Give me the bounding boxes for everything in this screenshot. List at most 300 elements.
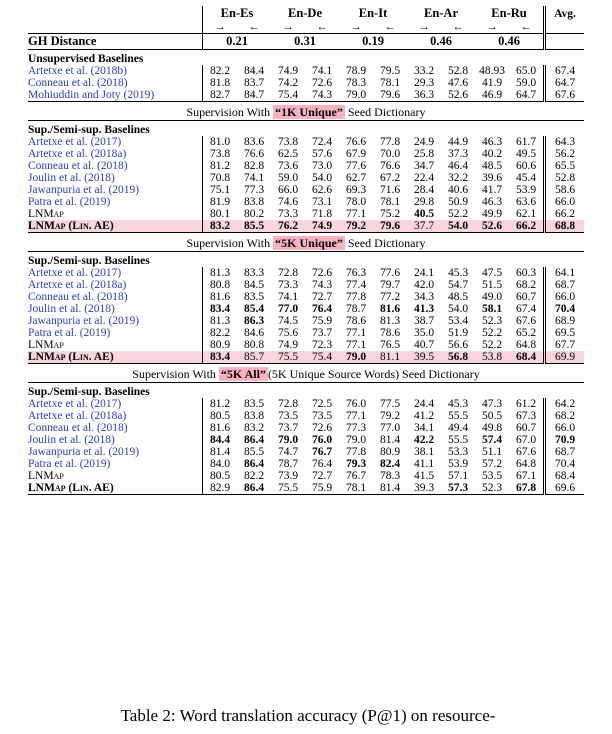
- score-cell: 74.1: [311, 65, 333, 77]
- score-cell: 45.4: [515, 172, 537, 184]
- header-spacer: [28, 6, 203, 21]
- score-cell: 68.2: [545, 410, 585, 422]
- score-cell: 74.3: [311, 279, 333, 291]
- score-cell: 74.2: [277, 77, 299, 89]
- score-cell: 75.4: [277, 89, 299, 101]
- score-cell: 45.3: [447, 398, 469, 410]
- score-cell: 73.7: [277, 422, 299, 434]
- score-cell: 70.4: [545, 303, 585, 315]
- score-cell: 60.6: [515, 160, 537, 172]
- method-name: Artetxe et al. (2017): [28, 136, 122, 148]
- score-cell: 40.5: [413, 208, 435, 220]
- score-cell: 64.7: [545, 77, 585, 89]
- section-divider: [28, 495, 584, 499]
- score-cell: 63.6: [515, 196, 537, 208]
- method-name: Patra et al. (2019): [28, 196, 111, 208]
- score-cell: 76.6: [345, 136, 367, 148]
- score-cell: 49.4: [447, 422, 469, 434]
- score-cell: 66.2: [545, 208, 585, 220]
- score-cell: 81.9: [203, 196, 238, 208]
- score-cell: 51.1: [481, 446, 503, 458]
- score-cell: 70.9: [545, 434, 585, 446]
- score-cell: 83.4: [203, 351, 238, 364]
- score-cell: 81.4: [203, 446, 238, 458]
- score-cell: 78.1: [379, 196, 401, 208]
- table-row: [28, 482, 584, 495]
- score-cell: 38.1: [413, 446, 435, 458]
- supervision-highlight: “1K Unique”: [275, 105, 343, 119]
- method-name: Jawanpuria et al. (2019): [28, 446, 140, 458]
- score-cell: 35.0: [413, 327, 435, 339]
- score-cell: 24.9: [413, 136, 435, 148]
- score-cell: 73.6: [277, 160, 299, 172]
- score-cell: 75.6: [277, 327, 299, 339]
- score-cell: 77.1: [345, 327, 367, 339]
- score-cell: 79.2: [345, 220, 367, 232]
- table-row: [28, 303, 584, 315]
- score-cell: 81.2: [203, 160, 238, 172]
- score-cell: 73.5: [311, 410, 333, 422]
- score-cell: 73.5: [277, 410, 299, 422]
- score-cell: 79.0: [345, 351, 367, 363]
- supervision-highlight: “5K Unique”: [275, 236, 343, 250]
- score-cell: 54.0: [447, 303, 469, 315]
- method-name: Joulin et al. (2018): [28, 172, 115, 184]
- method-name: Joulin et al. (2018): [28, 303, 115, 315]
- score-cell: 57.4: [481, 434, 503, 446]
- score-cell: 74.9: [277, 339, 299, 351]
- score-cell: 85.7: [243, 351, 265, 363]
- method-name: Jawanpuria et al. (2019): [28, 184, 140, 196]
- score-cell: 57.6: [311, 148, 333, 160]
- score-cell: 68.4: [545, 470, 585, 482]
- score-cell: 52.8: [447, 65, 469, 77]
- score-cell: 42.2: [413, 434, 435, 446]
- supervision-divider-label: Supervision With “5K All” (5K Unique Source Words) Seed Dictionary: [132, 367, 480, 381]
- arrow-backward-icon: ←: [316, 21, 328, 33]
- score-cell: 82.4: [379, 458, 401, 470]
- score-cell: 73.0: [311, 160, 333, 172]
- score-cell: 51.9: [447, 327, 469, 339]
- score-cell: 73.9: [277, 470, 299, 482]
- score-cell: 75.5: [277, 482, 299, 494]
- score-cell: 39.5: [413, 351, 435, 363]
- caption-text: Table 2: Word translation accuracy (P@1) on resource-: [120, 706, 496, 725]
- score-cell: 74.5: [277, 315, 299, 327]
- method-name: Conneau et al. (2018): [28, 422, 128, 434]
- score-cell: 40.2: [481, 148, 503, 160]
- score-cell: 65.0: [515, 65, 537, 77]
- score-cell: 67.3: [515, 410, 537, 422]
- score-cell: 48.5: [447, 291, 469, 303]
- method-name: Artetxe et al. (2018a): [28, 148, 127, 160]
- score-cell: 60.3: [515, 267, 537, 279]
- score-cell: 65.2: [515, 327, 537, 339]
- score-cell: 48.5: [481, 160, 503, 172]
- score-cell: 29.3: [413, 77, 435, 89]
- score-cell: 76.7: [311, 446, 333, 458]
- method-name: Patra et al. (2019): [28, 327, 111, 339]
- score-cell: 61.7: [515, 136, 537, 148]
- method-name: Patra et al. (2019): [28, 458, 111, 470]
- section-header-row: [28, 386, 584, 398]
- score-cell: 80.2: [243, 208, 265, 220]
- score-cell: 54.0: [447, 220, 469, 232]
- table-row: [28, 77, 584, 89]
- score-cell: 72.5: [311, 398, 333, 410]
- score-cell: 67.0: [515, 434, 537, 446]
- method-name: Conneau et al. (2018): [28, 160, 128, 172]
- score-cell: 82.8: [243, 160, 265, 172]
- lang-pair-header: En-Es: [203, 6, 272, 21]
- score-cell: 77.0: [379, 422, 401, 434]
- table-row: [28, 196, 584, 208]
- score-cell: 72.6: [311, 422, 333, 434]
- score-cell: 73.3: [277, 208, 299, 220]
- score-cell: 76.6: [379, 160, 401, 172]
- score-cell: 81.6: [203, 291, 238, 303]
- method-name: Artetxe et al. (2017): [28, 267, 122, 279]
- score-cell: 53.4: [447, 315, 469, 327]
- score-cell: 80.1: [203, 208, 238, 220]
- table-row: [28, 220, 584, 233]
- score-cell: 50.5: [481, 410, 503, 422]
- score-cell: 83.5: [243, 291, 265, 303]
- score-cell: 41.7: [481, 184, 503, 196]
- score-cell: 67.6: [545, 89, 585, 102]
- score-cell: 84.0: [203, 458, 238, 470]
- score-cell: 85.4: [243, 303, 265, 315]
- score-cell: 52.8: [545, 172, 585, 184]
- table-row: [28, 291, 584, 303]
- score-cell: 54.7: [447, 279, 469, 291]
- score-cell: 74.1: [277, 291, 299, 303]
- score-cell: 68.2: [515, 279, 537, 291]
- score-cell: 86.4: [243, 434, 265, 446]
- table-row: [28, 89, 584, 102]
- score-cell: 33.2: [413, 65, 435, 77]
- arrow-backward-icon: ←: [452, 21, 464, 33]
- score-cell: 70.4: [545, 458, 585, 470]
- score-cell: 64.7: [515, 89, 537, 101]
- score-cell: 72.7: [311, 470, 333, 482]
- section-header-row: [28, 53, 584, 65]
- score-cell: 72.7: [311, 291, 333, 303]
- score-cell: 51.5: [481, 279, 503, 291]
- method-name: Conneau et al. (2018): [28, 291, 128, 303]
- method-name: Artetxe et al. (2017): [28, 398, 122, 410]
- score-cell: 25.8: [413, 148, 435, 160]
- score-cell: 47.6: [447, 77, 469, 89]
- method-name: Joulin et al. (2018): [28, 434, 115, 446]
- score-cell: 77.8: [345, 446, 367, 458]
- table-row: [28, 410, 584, 422]
- score-cell: 79.6: [379, 220, 401, 232]
- score-cell: 64.8: [515, 339, 537, 351]
- table-row: [28, 315, 584, 327]
- table-row: [28, 65, 584, 77]
- score-cell: 74.3: [311, 89, 333, 101]
- score-cell: 67.1: [515, 470, 537, 482]
- score-cell: 83.8: [243, 410, 265, 422]
- gh-distance-value: 0.21: [203, 34, 272, 50]
- score-cell: 52.2: [481, 339, 503, 351]
- score-cell: 73.1: [311, 196, 333, 208]
- score-cell: 80.9: [379, 446, 401, 458]
- supervision-highlight: “5K All”: [220, 367, 266, 381]
- score-cell: 84.4: [243, 65, 265, 77]
- score-cell: 77.5: [379, 398, 401, 410]
- score-cell: 55.5: [447, 410, 469, 422]
- score-cell: 79.5: [379, 65, 401, 77]
- score-cell: 79.0: [345, 434, 367, 446]
- score-cell: 77.1: [345, 410, 367, 422]
- score-cell: 73.8: [277, 136, 299, 148]
- score-cell: 82.2: [243, 470, 265, 482]
- score-cell: 77.3: [345, 422, 367, 434]
- score-cell: 41.5: [413, 470, 435, 482]
- score-cell: 73.3: [277, 279, 299, 291]
- score-cell: 78.6: [379, 327, 401, 339]
- score-cell: 68.9: [545, 315, 585, 327]
- score-cell: 74.9: [311, 220, 333, 232]
- paper-page: [0, 6, 612, 734]
- score-cell: 52.6: [481, 220, 503, 232]
- score-cell: 59.0: [515, 77, 537, 89]
- score-cell: 79.7: [379, 279, 401, 291]
- table-row: [28, 422, 584, 434]
- table-row: [28, 160, 584, 172]
- score-cell: 62.5: [277, 148, 299, 160]
- arrow-backward-icon: ←: [384, 21, 396, 33]
- score-cell: 52.6: [447, 89, 469, 101]
- supervision-divider-row: [28, 105, 584, 121]
- score-cell: 59.0: [277, 172, 299, 184]
- score-cell: 81.3: [379, 315, 401, 327]
- score-cell: 68.7: [545, 446, 585, 458]
- score-cell: 74.7: [277, 446, 299, 458]
- score-cell: 84.4: [203, 434, 238, 446]
- score-cell: 79.3: [345, 458, 367, 470]
- avg-header: Avg.: [545, 6, 585, 21]
- score-cell: 78.0: [345, 196, 367, 208]
- score-cell: 58.1: [481, 303, 503, 315]
- score-cell: 61.2: [515, 398, 537, 410]
- score-cell: 77.6: [379, 267, 401, 279]
- gh-distance-value: 0.46: [407, 34, 475, 50]
- section-header-row: [28, 124, 584, 136]
- score-cell: 38.7: [413, 315, 435, 327]
- table-row: [28, 279, 584, 291]
- table-row: [28, 470, 584, 482]
- method-name: Artetxe et al. (2018a): [28, 279, 127, 291]
- score-cell: 67.9: [345, 148, 367, 160]
- score-cell: 78.3: [345, 77, 367, 89]
- score-cell: 42.0: [413, 279, 435, 291]
- score-cell: 40.6: [447, 184, 469, 196]
- score-cell: 76.6: [243, 148, 265, 160]
- score-cell: 62.1: [515, 208, 537, 220]
- supervision-divider-row: [28, 236, 584, 252]
- table-row: [28, 148, 584, 160]
- score-cell: 86.3: [243, 315, 265, 327]
- score-cell: 57.1: [447, 470, 469, 482]
- score-cell: 34.3: [413, 291, 435, 303]
- section-header-label: Sup./Semi-sup. Baselines: [28, 124, 150, 136]
- score-cell: 69.6: [545, 482, 585, 495]
- score-cell: 64.2: [545, 398, 585, 410]
- score-cell: 66.0: [277, 184, 299, 196]
- score-cell: 64.3: [545, 136, 585, 148]
- method-name: Artetxe et al. (2018a): [28, 410, 127, 422]
- score-cell: 67.2: [379, 172, 401, 184]
- score-cell: 74.1: [243, 172, 265, 184]
- method-name: LNMap: [28, 208, 64, 220]
- score-cell: 29.8: [413, 196, 435, 208]
- score-cell: 53.8: [481, 351, 503, 363]
- score-cell: 78.7: [277, 458, 299, 470]
- score-cell: 81.2: [203, 398, 238, 410]
- score-cell: 81.6: [203, 422, 238, 434]
- table-row: [28, 172, 584, 184]
- table-caption: [28, 706, 588, 726]
- score-cell: 76.7: [345, 470, 367, 482]
- score-cell: 54.0: [311, 172, 333, 184]
- table-row: [28, 339, 584, 351]
- table-row: [28, 327, 584, 339]
- table-header-langs: [28, 6, 584, 21]
- method-name: Artetxe et al. (2018b): [28, 65, 127, 77]
- score-cell: 81.4: [379, 434, 401, 446]
- score-cell: 81.1: [379, 351, 401, 363]
- score-cell: 62.7: [345, 172, 367, 184]
- score-cell: 84.5: [243, 279, 265, 291]
- score-cell: 49.5: [515, 148, 537, 160]
- score-cell: 75.9: [311, 315, 333, 327]
- score-cell: 77.8: [345, 291, 367, 303]
- score-cell: 66.0: [545, 196, 585, 208]
- score-cell: 78.3: [379, 470, 401, 482]
- score-cell: 56.2: [545, 148, 585, 160]
- score-cell: 86.4: [243, 458, 265, 470]
- table-row: [28, 446, 584, 458]
- score-cell: 64.1: [545, 267, 585, 279]
- lang-pair-header: En-It: [358, 6, 388, 20]
- method-name: LNMap (Lin. AE): [28, 220, 114, 232]
- score-cell: 64.8: [515, 458, 537, 470]
- supervision-divider-label: Supervision With “5K Unique” Seed Dictionary: [186, 236, 426, 250]
- score-cell: 83.2: [203, 220, 238, 233]
- score-cell: 46.9: [481, 89, 503, 101]
- score-cell: 72.4: [311, 136, 333, 148]
- score-cell: 39.3: [413, 482, 435, 494]
- arrow-backward-icon: ←: [520, 21, 532, 33]
- score-cell: 77.6: [345, 160, 367, 172]
- score-cell: 75.9: [311, 482, 333, 494]
- score-cell: 65.5: [545, 160, 585, 172]
- method-name: Mohiuddin and Joty (2019): [28, 89, 155, 101]
- score-cell: 76.5: [379, 339, 401, 351]
- score-cell: 83.8: [243, 196, 265, 208]
- table-row: [28, 267, 584, 279]
- score-cell: 41.2: [413, 410, 435, 422]
- score-cell: 80.5: [203, 470, 238, 482]
- score-cell: 81.3: [203, 267, 238, 279]
- score-cell: 83.3: [243, 267, 265, 279]
- lang-pair-header: En-Ru: [491, 6, 527, 20]
- score-cell: 76.4: [311, 458, 333, 470]
- score-cell: 82.9: [203, 482, 238, 495]
- score-cell: 80.9: [203, 339, 238, 351]
- score-cell: 75.5: [277, 351, 299, 363]
- score-cell: 74.6: [277, 196, 299, 208]
- table-header-arrows: [28, 21, 584, 34]
- score-cell: 72.6: [311, 77, 333, 89]
- score-cell: 60.7: [515, 291, 537, 303]
- score-cell: 77.2: [379, 291, 401, 303]
- score-cell: 80.8: [203, 279, 238, 291]
- score-cell: 84.7: [243, 89, 265, 101]
- score-cell: 79.0: [277, 434, 299, 446]
- arrow-forward-icon: →: [203, 21, 238, 34]
- arrow-forward-icon: →: [486, 21, 498, 33]
- score-cell: 74.9: [277, 65, 299, 77]
- score-cell: 68.4: [515, 351, 537, 363]
- score-cell: 52.2: [447, 208, 469, 220]
- results-table: [28, 6, 584, 498]
- score-cell: 86.4: [243, 482, 265, 494]
- score-cell: 81.4: [379, 482, 401, 494]
- score-cell: 73.7: [311, 327, 333, 339]
- score-cell: 52.3: [481, 482, 503, 494]
- method-name: LNMap (Lin. AE): [28, 482, 114, 494]
- score-cell: 78.7: [345, 303, 367, 315]
- score-cell: 69.9: [545, 351, 585, 364]
- score-cell: 34.1: [413, 422, 435, 434]
- table-row: [28, 208, 584, 220]
- score-cell: 67.4: [545, 65, 585, 77]
- score-cell: 66.2: [515, 220, 537, 232]
- score-cell: 77.1: [345, 208, 367, 220]
- score-cell: 68.7: [545, 279, 585, 291]
- score-cell: 71.8: [311, 208, 333, 220]
- score-cell: 80.8: [243, 339, 265, 351]
- section-header-label: Sup./Semi-sup. Baselines: [28, 386, 150, 398]
- score-cell: 84.6: [243, 327, 265, 339]
- score-cell: 82.2: [203, 65, 238, 77]
- table-row: [28, 351, 584, 364]
- score-cell: 79.6: [379, 89, 401, 101]
- method-name: Conneau et al. (2018): [28, 77, 128, 89]
- score-cell: 85.5: [243, 220, 265, 232]
- score-cell: 44.9: [447, 136, 469, 148]
- score-cell: 76.0: [311, 434, 333, 446]
- supervision-divider-label: Supervision With “1K Unique” Seed Dictionary: [186, 105, 426, 119]
- score-cell: 72.8: [277, 398, 299, 410]
- gh-distance-value: 0.31: [271, 34, 339, 50]
- table-row: [28, 434, 584, 446]
- score-cell: 72.8: [277, 267, 299, 279]
- gh-distance-row: [28, 34, 584, 50]
- score-cell: 53.9: [447, 458, 469, 470]
- score-cell: 67.6: [515, 446, 537, 458]
- score-cell: 83.6: [243, 136, 265, 148]
- score-cell: 60.7: [515, 422, 537, 434]
- method-name: LNMap: [28, 470, 64, 482]
- score-cell: 69.3: [345, 184, 367, 196]
- lang-pair-header: En-Ar: [423, 6, 459, 20]
- gh-avg-empty: [545, 34, 585, 50]
